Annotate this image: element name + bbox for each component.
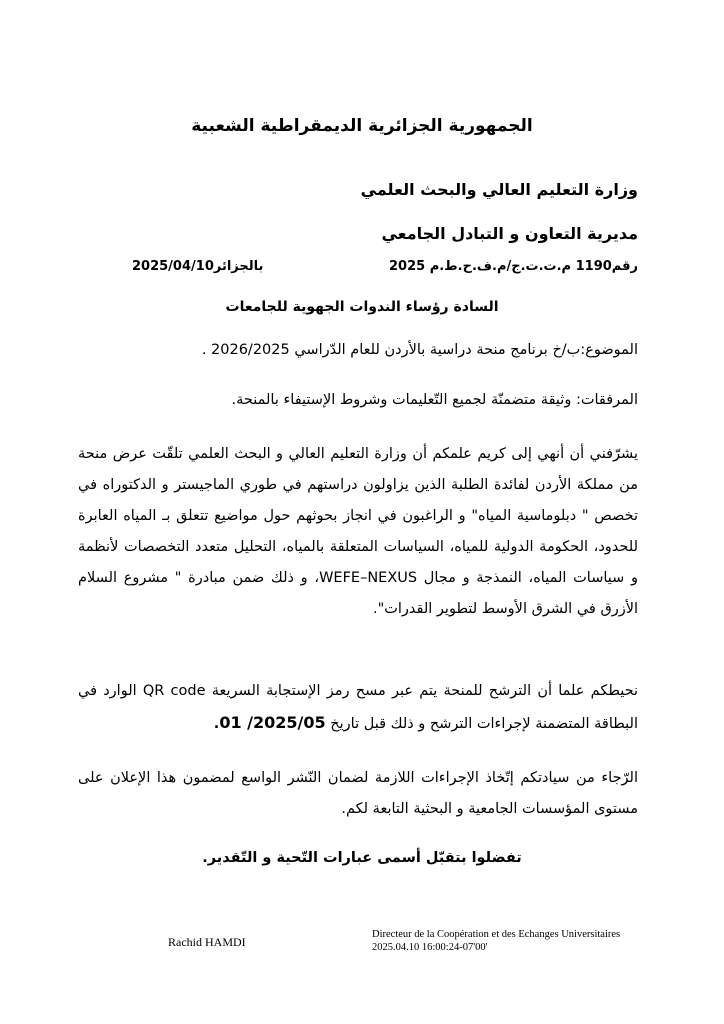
reference-number: رقم1190 م.ت.ت.ج/م.ف.ح.ط.م 2025	[389, 259, 638, 274]
subject-line: الموضوع:ب/خ برنامج منحة دراسية بالأردن للعام الدّراسي 2026/2025 .	[201, 342, 638, 358]
paragraph-2-end: .	[213, 716, 220, 732]
signer-name: Rachid HAMDI	[168, 935, 246, 949]
paragraph-2-text: نحيطكم علما أن الترشح للمنحة يتم عبر مسح رمز الإستجابة السريعة QR code الوارد في البطاقة المتضمنة لإجراءات الترشح و ذلك قبل تاريخ	[78, 683, 638, 732]
body-paragraph-3: الرّجاء من سيادتكم إتّخاذ الإجراءات اللازمة لضمان النّشر الواسع لمضمون هذا الإعلان على مستوى المؤسسات الجامعية و البحثية التابعة لكم.	[78, 770, 638, 817]
signature-timestamp: 2025.04.10 16:00:24-07'00'	[372, 942, 488, 953]
republic-heading: الجمهورية الجزائرية الديمقراطية الشعبية	[191, 116, 533, 136]
closing-line: تفضلوا بتقبّل أسمى عبارات التّحية و التّقدير.	[202, 850, 522, 866]
addressee-line: السادة رؤساء الندوات الجهوية للجامعات	[225, 299, 499, 315]
ministry-heading: وزارة التعليم العالي والبحث العلمي	[360, 180, 638, 199]
place-date: بالجزائر2025/04/10	[132, 259, 264, 274]
deadline-date: 01 /2025/05	[219, 713, 326, 732]
attachments-line: المرفقات: وثيقة متضمنّة لجميع التّعليمات وشروط الإستيفاء بالمنحة.	[231, 392, 638, 408]
body-paragraph-1: يشرّفني أن أنهي إلى كريم علمكم أن وزارة التعليم العالي و البحث العلمي تلقّت عرض منحة من مملكة الأردن لفائدة الطلبة الذين يزاولون دراستهم في طوري الماجيستر و الدكتوراه في تخصص " دبلوماسية المياه" و الراغبون في انجاز بحوثهم حول مواضيع تتعلق بـ المياه العابرة للحدود، الحكومة الدولية للمياه، السياسات المتعلقة بالمياه، التحليل متعدد التخصصات لأنظمة و سياسات المياه، النمذجة و مجال WEFE–NEXUS، و ذلك ضمن مبادرة " مشروع السلام الأزرق في الشرق الأوسط لتطوير القدرات".	[78, 446, 638, 617]
directorate-heading: مديرية التعاون و التبادل الجامعي	[381, 224, 638, 243]
signature-title: Directeur de la Coopération et des Echanges Universitaires	[372, 929, 621, 940]
body-paragraph-2	[78, 676, 638, 740]
